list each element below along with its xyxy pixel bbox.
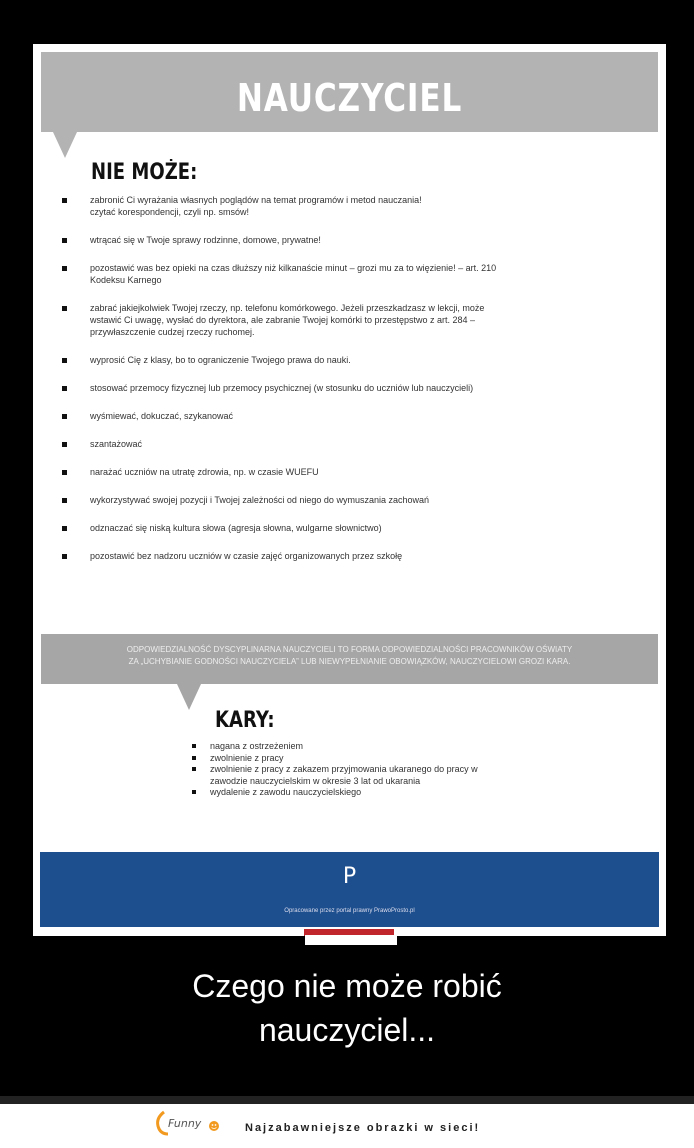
- poster-title: NAUCZYCIEL: [236, 76, 463, 120]
- list-item: [62, 382, 622, 394]
- item-text: wykorzystywać swojej pozycji i Twojej zależności od niego do wymuszania zachowań: [90, 495, 429, 505]
- item-text: zwolnienie z pracy z zakazem przyjmowania ukaranego do pracy w: [210, 764, 478, 775]
- list-item: [192, 787, 592, 799]
- list-item: [192, 764, 592, 787]
- prawoprosto-logo-icon: P: [342, 864, 357, 889]
- poster: [33, 44, 666, 936]
- list-item: [62, 466, 622, 478]
- footer-band: [40, 852, 659, 927]
- caption-line: Czego nie może robić: [192, 968, 502, 1004]
- item-text: stosować przemocy fizycznej lub przemocy psychicznej (w stosunku do uczniów lub nauczycieli): [90, 383, 474, 393]
- list-item: [62, 234, 622, 246]
- item-text: zabrać jakiejkolwiek Twojej rzeczy, np. telefonu komórkowego. Jeżeli przeszkadzasz w lekcji, może: [90, 303, 485, 313]
- footer-credit: Opracowane przez portal prawny PrawoProsto.pl: [284, 908, 415, 914]
- item-text: Kodeksu Karnego: [90, 275, 162, 285]
- item-text: zawodzie nauczycielskim w okresie 3 lat od ukarania: [210, 775, 421, 786]
- title-band: [41, 52, 658, 132]
- item-text: wtrącać się w Twoje sprawy rodzinne, domowe, prywatne!: [90, 235, 321, 245]
- item-text: nagana z ostrzeżeniem: [210, 741, 304, 751]
- list-item: [62, 410, 622, 422]
- brand-text: Funny: [168, 1117, 202, 1130]
- kary-heading: KARY:: [215, 708, 275, 733]
- list-item: [192, 753, 592, 765]
- item-text: narażać uczniów na utratę zdrowia, np. w czasie WUEFU: [90, 467, 319, 477]
- kary-list: [192, 741, 592, 799]
- caption-line: nauczyciel...: [258, 1012, 436, 1048]
- info-notch: [177, 684, 201, 710]
- footer-stripe: [0, 1096, 694, 1104]
- nie-moze-heading: NIE MOŻE:: [91, 160, 198, 185]
- info-band: [41, 634, 658, 684]
- list-item: [62, 262, 622, 286]
- item-text: zwolnienie z pracy: [210, 752, 284, 763]
- item-text: pozostawić was bez opieki na czas dłuższy niż kilkanaście minut – grozi mu za to więzienie! – art. 210: [90, 263, 497, 273]
- list-item: [62, 194, 622, 218]
- item-text: wyśmiewać, dokuczać, szykanować: [90, 411, 234, 421]
- nie-moze-list: [62, 194, 622, 562]
- list-item: [62, 522, 622, 534]
- list-item: [62, 354, 622, 366]
- list-item: [62, 550, 622, 562]
- info-line: ZA „UCHYBIANIE GODNOŚCI NAUCZYCIELA” LUB NIEWYPEŁNIANIE OBOWIĄZKÓW, NAUCZYCIELOWI GROZI KARA.: [128, 657, 571, 666]
- item-text: wydalenie z zawodu nauczycielskiego: [210, 787, 362, 798]
- funny-logo-icon[interactable]: [150, 1108, 230, 1138]
- info-band-text: [41, 644, 658, 668]
- list-item: [62, 438, 622, 450]
- info-line: ODPOWIEDZIALNOŚĆ DYSCYPLINARNA NAUCZYCIELI TO FORMA ODPOWIEDZIALNOŚCI PRACOWNIKÓW OŚWIATY: [126, 645, 573, 654]
- item-text: przywłaszczenie cudzej rzeczy ruchomej.: [90, 327, 255, 337]
- item-text: czytać korespondencji, czyli np. smsów!: [90, 207, 250, 217]
- list-item: [62, 494, 622, 506]
- list-item: [192, 741, 592, 753]
- site-tagline: Najzabawniejsze obrazki w sieci!: [245, 1122, 481, 1134]
- item-text: pozostawić bez nadzoru uczniów w czasie zajęć organizowanych przez szkołę: [90, 551, 403, 561]
- title-notch: [53, 132, 77, 158]
- item-text: wyprosić Cię z klasy, bo to ograniczenie Twojego prawa do nauki.: [90, 355, 351, 365]
- caption: [0, 964, 694, 1052]
- item-text: szantażować: [90, 439, 143, 449]
- item-text: zabronić Ci wyrażania własnych poglądów na temat programów i metod nauczania!: [90, 195, 422, 205]
- item-text: odznaczać się niską kultura słowa (agresja słowna, wulgarne słownictwo): [90, 523, 382, 533]
- list-item: [62, 302, 622, 338]
- item-text: wstawić Ci uwagę, wysłać do dyrektora, ale zabranie Twojej komórki to przestępstwo z art. 284 –: [90, 315, 476, 325]
- poster-tab: [305, 935, 397, 945]
